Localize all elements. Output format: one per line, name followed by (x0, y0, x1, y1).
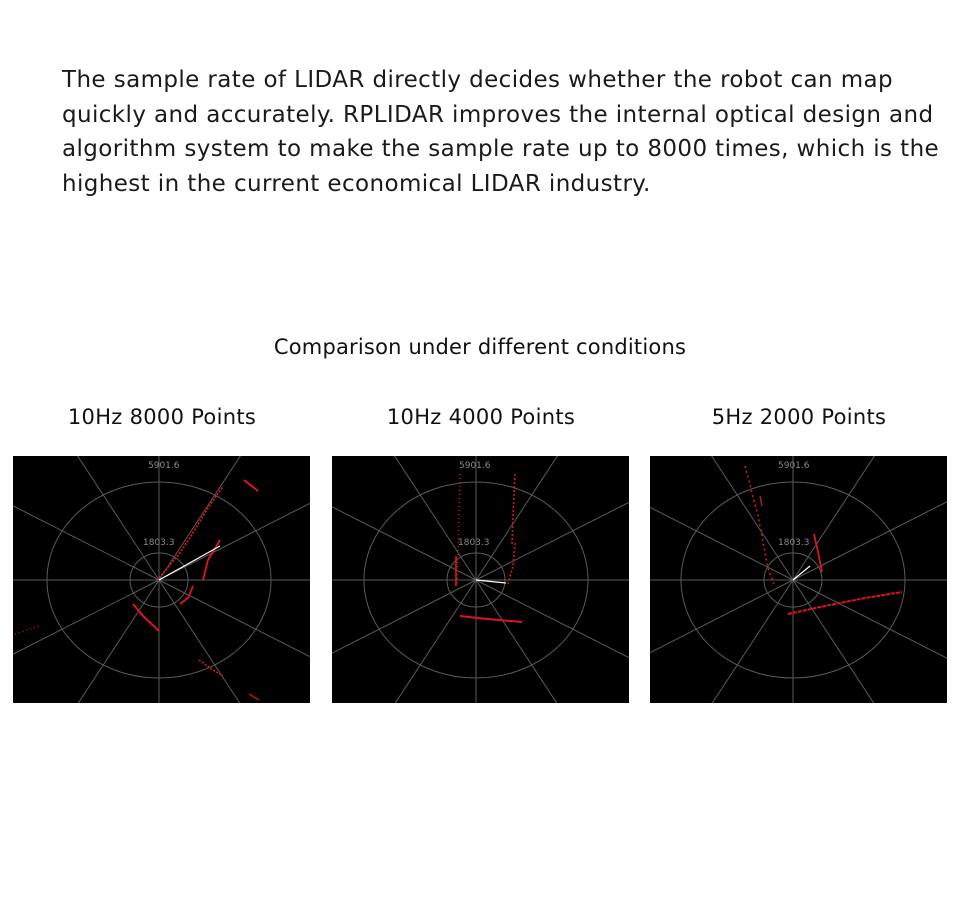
panel-label: 10Hz 4000 Points (386, 405, 576, 429)
outer-ring-label: 5901.6 (148, 461, 180, 471)
comparison-panel-1 (13, 400, 311, 703)
intro-paragraph: The sample rate of LIDAR directly decides whether the robot can map quickly and accurately. RPLIDAR improves the internal optical design and algorithm system to make the sample rate up to 8000 times, which is the highest in the current economical LIDAR industry. (62, 67, 940, 197)
inner-ring-label: 1803.3 (458, 538, 490, 548)
inner-ring-label: 1803.3 (143, 538, 175, 548)
panel-label: 5Hz 2000 Points (711, 405, 887, 429)
lidar-scan-plot-2000 (650, 456, 947, 703)
lidar-scan-plot-8000 (13, 456, 310, 703)
comparison-panel-2 (332, 400, 630, 703)
outer-ring-label: 5901.6 (459, 461, 491, 471)
inner-ring-label: 1803.3 (778, 538, 810, 548)
comparison-title: Comparison under different conditions (273, 335, 687, 359)
panel-label: 10Hz 8000 Points (67, 405, 257, 429)
comparison-panel-3 (650, 400, 948, 703)
lidar-scan-plot-4000 (332, 456, 629, 703)
outer-ring-label: 5901.6 (778, 461, 810, 471)
